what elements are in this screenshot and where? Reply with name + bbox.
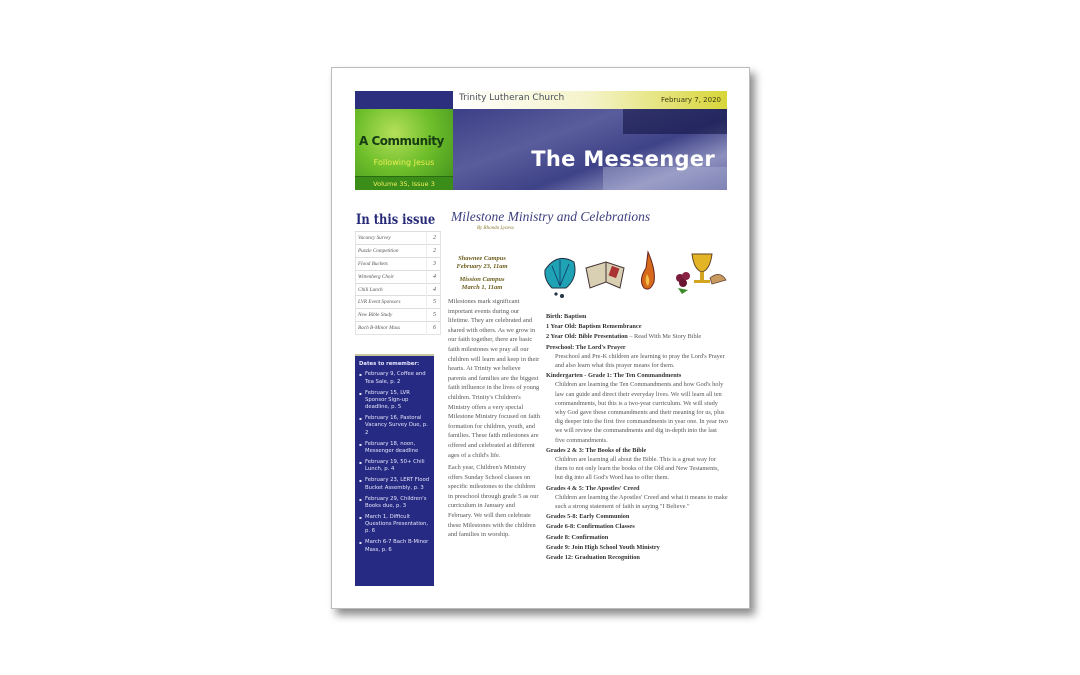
- newsletter-page: [331, 67, 750, 609]
- toc-page: 5: [427, 309, 441, 322]
- dates-heading: Dates to remember:: [359, 361, 420, 367]
- milestone-icons: [542, 248, 727, 304]
- milestone-item: [546, 343, 728, 371]
- dates-to-remember: [355, 354, 434, 586]
- milestone-detail: – Read With Me Story Bible: [627, 333, 702, 341]
- milestone-heading: Grade 12: Graduation Recognition: [546, 554, 640, 562]
- date-item: ▪ March 1, Difficult Questions Presentation, p. 6: [359, 514, 430, 536]
- table-of-contents: [355, 231, 441, 335]
- milestone-item: [546, 332, 728, 341]
- campus-date: March 1, 11am: [461, 284, 503, 291]
- milestone-item: [546, 553, 728, 562]
- toc-title: New Bible Study: [356, 309, 427, 322]
- toc-row[interactable]: [356, 296, 441, 309]
- masthead-title-bar: [453, 91, 727, 109]
- campus-name: Mission Campus: [459, 276, 505, 283]
- milestone-detail: Children are learning the Apostles' Creed and what it means to make such a strong statement of faith in saying "I Believe.": [555, 493, 728, 511]
- milestone-item: [546, 543, 728, 552]
- date-item: ▪ March 6-7 Bach B-Minor Mass, p. 6: [359, 539, 430, 554]
- campus-name: Shawnee Campus: [458, 255, 506, 262]
- milestone-heading: 1 Year Old: Baptism Remembrance: [546, 323, 642, 331]
- date-item: ▪ February 15, LVR Sponsor Sign-up deadline, p. 5: [359, 390, 430, 412]
- milestone-item: [546, 322, 728, 331]
- paragraph: Milestones mark significant important events during our lifetime. They are celebrated and shared with others. As we grow in our faith together, there are basic faith milestones we pray all our children will learn and keep in their hearts. At Trinity we believe parents and families are the biggest faith influence in the lives of young children. Trinity's Children's Ministry offers a very special Milestone Ministry focused on faith formation for children, youth, and families. These faith milestones are offered and celebrated at different ages of a child's life.: [448, 298, 540, 459]
- newsletter-title: The Messenger: [531, 147, 715, 171]
- milestone-item: [546, 312, 728, 321]
- date-item: ▪ February 29, Children's Books due, p. 3: [359, 496, 430, 511]
- toc-page: 5: [427, 296, 441, 309]
- date-item: ▪ February 23, LERT Flood Bucket Assembly, p. 3: [359, 477, 430, 492]
- milestone-item: [546, 522, 728, 531]
- date-item: ▪ February 19, 50+ Chili Lunch, p. 4: [359, 459, 430, 474]
- church-name: Trinity Lutheran Church: [459, 93, 565, 103]
- photo-shadow: [623, 109, 727, 134]
- toc-row[interactable]: [356, 322, 441, 335]
- milestone-heading: Grade 8: Confirmation: [546, 533, 609, 541]
- toc-row[interactable]: [356, 309, 441, 322]
- milestone-heading: Grades 2 & 3: The Books of the Bible: [546, 446, 647, 454]
- milestone-heading: Preschool: The Lord's Prayer: [546, 343, 626, 351]
- tagline-box: [355, 109, 453, 190]
- article-byline: By Rhonda Lyness: [477, 226, 514, 231]
- toc-row[interactable]: [356, 257, 441, 270]
- toc-page: 2: [427, 232, 441, 245]
- article-title: Milestone Ministry and Celebrations: [451, 209, 651, 224]
- toc-page: 4: [427, 283, 441, 296]
- milestone-detail: Preschool and Pre-K children are learning to pray the Lord's Prayer and also learn what this prayer means for them.: [555, 352, 725, 370]
- milestone-heading: 2 Year Old: Bible Presentation: [546, 333, 628, 341]
- milestones-list: [546, 312, 728, 563]
- communion-icon: [676, 254, 726, 294]
- milestone-heading: Birth: Baptism: [546, 313, 587, 320]
- volume-issue: Volume 35, Issue 3: [355, 176, 453, 190]
- toc-title: Wittenberg Choir: [356, 270, 427, 283]
- toc-row[interactable]: [356, 232, 441, 245]
- milestone-item: [546, 446, 728, 483]
- milestone-heading: Grades 5-8: Early Communion: [546, 513, 630, 521]
- milestone-heading: Kindergarten - Grade 1: The Ten Commandments: [546, 372, 682, 380]
- date-item: ▪ February 16, Pastoral Vacancy Survey Due, p. 2: [359, 415, 430, 437]
- bible-icon: [586, 262, 624, 288]
- date-item: ▪ February 9, Coffee and Tea Sale, p. 2: [359, 371, 430, 386]
- toc-title: Chili Lunch: [356, 283, 427, 296]
- masthead-photo: [453, 109, 727, 190]
- issue-date: February 7, 2020: [661, 96, 721, 104]
- flame-icon: [641, 252, 654, 289]
- paragraph: Each year, Children's Ministry offers Sunday School classes on specific milestones to the children in preschool through grade 5 as our curriculum in January and February. We will then celebrate these Milestones with the children and families in worship.: [448, 464, 539, 539]
- toc-row[interactable]: [356, 283, 441, 296]
- tagline-main: A Community: [359, 134, 444, 148]
- in-this-issue-heading: In this issue: [356, 212, 436, 228]
- milestone-item: [546, 484, 728, 512]
- article-body: [448, 297, 540, 543]
- toc-title: Vacancy Survey: [356, 232, 427, 245]
- campus-date: February 23, 11am: [456, 263, 508, 270]
- toc-page: 2: [427, 244, 441, 257]
- toc-row[interactable]: [356, 270, 441, 283]
- toc-title: Flood Buckets: [356, 257, 427, 270]
- milestone-detail: Children are learning all about the Bible. This is a great way for them to not only learn the books of the Old and New Testaments, but dig into all God's Word has to offer them.: [555, 456, 720, 482]
- shell-icon: [545, 258, 575, 298]
- toc-page: 6: [427, 322, 441, 335]
- milestone-heading: Grade 6-8: Confirmation Classes: [546, 523, 635, 531]
- toc-row[interactable]: [356, 244, 441, 257]
- date-item: ▪ February 18, noon, Messenger deadline: [359, 441, 430, 456]
- milestone-item: [546, 371, 728, 445]
- milestone-item: [546, 533, 728, 542]
- tagline-sub: Following Jesus: [373, 158, 435, 167]
- toc-title: Bach B-Minor Mass: [356, 322, 427, 335]
- milestone-item: [546, 512, 728, 521]
- milestone-heading: Grade 9: Join High School Youth Ministry: [546, 543, 660, 551]
- toc-title: Puzzle Competition: [356, 244, 427, 257]
- toc-page: 4: [427, 270, 441, 283]
- masthead-corner-bar: [355, 91, 453, 109]
- campus-mission: [444, 276, 520, 292]
- milestone-heading: Grades 4 & 5: The Apostles' Creed: [546, 484, 640, 492]
- milestone-detail: Children are learning the Ten Commandments and how God's holy law can guide and direct their everyday lives. We will learn all ten commandments, but this is a two-year curriculum. We will study why God gave these commandments and their meaning for us, plus dig deeper into the first five commandments in year one. In year two we will review the commandments and dig in-depth into the last five commandments.: [555, 381, 728, 444]
- masthead: [355, 91, 727, 190]
- toc-title: LVR Event Sponsors: [356, 296, 427, 309]
- campus-shawnee: [444, 255, 520, 271]
- toc-page: 3: [427, 257, 441, 270]
